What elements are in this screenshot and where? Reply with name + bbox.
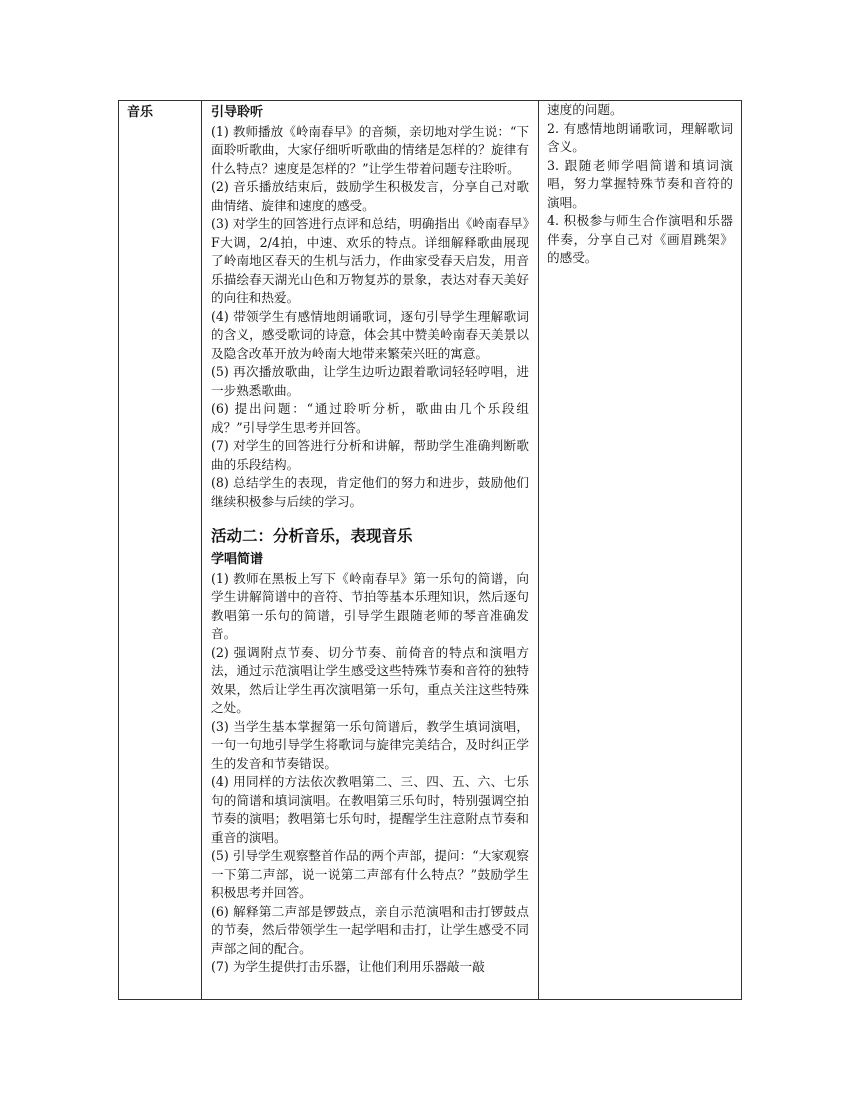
list-item: (6) 提出问题：“通过聆听分析，歌曲由几个乐段组成？”引导学生思考并回答。 <box>211 401 529 435</box>
student-activities-cell <box>539 101 741 268</box>
section-heading-notation: 学唱简谱 <box>211 552 264 567</box>
list-item: (4) 用同样的方法依次教唱第二、三、四、五、六、七乐句的简谱和填词演唱。在教唱第三乐句时，特别强调空拍节奏的演唱；教唱第七乐句时，提醒学生注意附点节奏和重音的演唱。 <box>211 774 529 845</box>
lesson-table <box>118 100 742 1000</box>
list-item: (3) 当学生基本掌握第一乐句简谱后，教学生填词演唱，一句一句地引导学生将歌词与旋律完美结合，及时纠正学生的发音和节奏错误。 <box>211 718 529 771</box>
list-item: (8) 总结学生的表现，肯定他们的努力和进步，鼓励他们继续积极参与后续的学习。 <box>211 475 529 509</box>
list-item: (3) 对学生的回答进行点评和总结，明确指出《岭南春早》F大调，2/4拍，中速、欢乐的特点。详细解释歌曲展现了岭南地区春天的生机与活力，作曲家受春天启发，用音乐描绘春天湖光山色和万物复苏的景象，表达对春天美好的向往和热爱。 <box>211 216 529 305</box>
list-item: (2) 强调附点节奏、切分节奏、前倚音的特点和演唱方法，通过示范演唱让学生感受这些特殊节奏和音符的独特效果，然后让学生再次演唱第一乐句，重点关注这些特殊之处。 <box>211 644 529 715</box>
list-item: (5) 引导学生观察整首作品的两个声部，提问：“大家观察一下第二声部，说一说第二声部有什么特点？”鼓励学生积极思考并回答。 <box>211 848 529 900</box>
activity-two-title: 活动二：分析音乐，表现音乐 <box>211 526 413 545</box>
list-item: 2. 有感情地朗诵歌词，理解歌词含义。 <box>547 120 733 154</box>
list-item: 3. 跟随老师学唱简谱和填词演唱，努力掌握特殊节奏和音符的演唱。 <box>547 157 733 210</box>
section-heading-listening: 引导聆听 <box>211 105 264 120</box>
teacher-activities-cell <box>202 101 538 977</box>
list-item: (4) 带领学生有感情地朗诵歌词，逐句引导学生理解歌词的含义，感受歌词的诗意，体会其中赞美岭南春天美景以及隐含改革开放为岭南大地带来繁荣兴旺的寓意。 <box>211 308 529 361</box>
list-item: 4. 积极参与师生合作演唱和乐器伴奏，分享自己对《画眉跳架》的感受。 <box>547 213 733 265</box>
subject-label: 音乐 <box>127 105 154 120</box>
list-item: (7) 对学生的回答进行分析和讲解，帮助学生准确判断歌曲的乐段结构。 <box>211 438 529 472</box>
subject-cell <box>119 101 201 125</box>
list-item: (7) 为学生提供打击乐器，让他们利用乐器敲一敲 <box>211 959 485 974</box>
list-item: (2) 音乐播放结束后，鼓励学生积极发言，分享自己对歌曲情绪、旋律和速度的感受。 <box>211 179 529 213</box>
list-item: 速度的问题。 <box>547 102 623 117</box>
list-item: (6) 解释第二声部是锣鼓点，亲自示范演唱和击打锣鼓点的节奏，然后带领学生一起学唱和击打，让学生感受不同声部之间的配合。 <box>211 903 529 956</box>
list-item: (1) 教师播放《岭南春早》的音频，亲切地对学生说：“下面聆听歌曲，大家仔细听听歌曲的情绪是怎样的？旋律有什么特点？速度是怎样的？”让学生带着问题专注聆听。 <box>211 123 529 176</box>
list-item: (1) 教师在黑板上写下《岭南春早》第一乐句的简谱，向学生讲解简谱中的音符、节拍等基本乐理知识，然后逐句教唱第一乐句的简谱，引导学生跟随老师的琴音准确发音。 <box>211 570 529 641</box>
list-item: (5) 再次播放歌曲，让学生边听边跟着歌词轻轻哼唱，进一步熟悉歌曲。 <box>211 364 529 398</box>
